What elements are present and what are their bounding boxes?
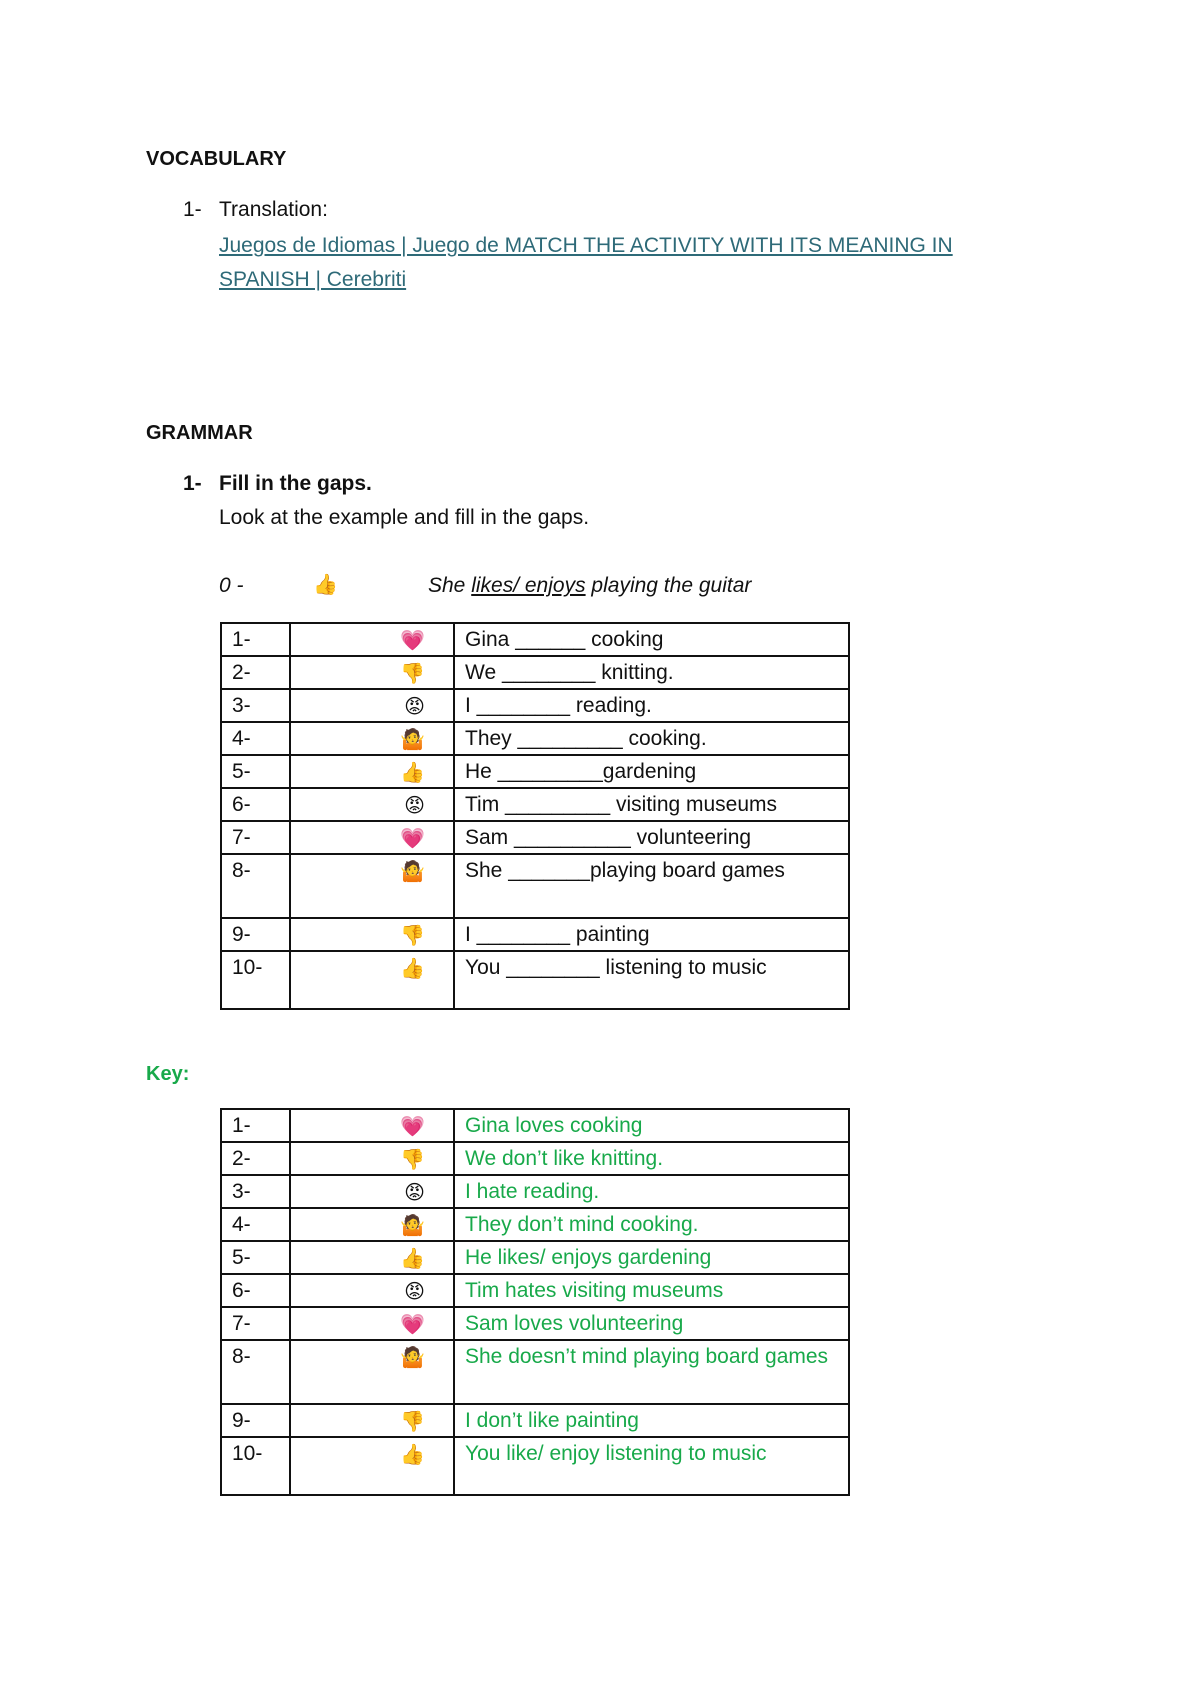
table-row <box>221 755 849 788</box>
row-number: 4- <box>221 722 290 755</box>
row-number: 9- <box>221 1404 290 1437</box>
grammar-item-number: 1- <box>183 472 202 495</box>
thumbs-up-icon: 👍 <box>290 951 454 1009</box>
angry-face-icon: 😡 <box>290 689 454 722</box>
table-row <box>221 623 849 656</box>
table-row <box>221 1175 849 1208</box>
sentence-cell: I ________ reading. <box>454 689 849 722</box>
sentence-cell: We ________ knitting. <box>454 656 849 689</box>
row-number: 10- <box>221 951 290 1009</box>
sentence-cell: Sam __________ volunteering <box>454 821 849 854</box>
table-row <box>221 722 849 755</box>
table-row <box>221 1274 849 1307</box>
angry-face-icon: 😡 <box>290 788 454 821</box>
sentence-cell: You like/ enjoy listening to music <box>454 1437 849 1495</box>
row-number: 7- <box>221 821 290 854</box>
answer-key-table <box>220 1108 850 1496</box>
grammar-heading: GRAMMAR <box>146 422 253 444</box>
link-line-2: SPANISH | Cerebriti <box>219 268 407 291</box>
thumbs-down-icon: 👎 <box>290 918 454 951</box>
grammar-item-title: Fill in the gaps. <box>219 472 372 495</box>
sentence-cell: Tim _________ visiting museums <box>454 788 849 821</box>
sentence-cell: Tim hates visiting museums <box>454 1274 849 1307</box>
sentence-cell: I ________ painting <box>454 918 849 951</box>
vocabulary-heading: VOCABULARY <box>146 148 287 170</box>
vocabulary-item-label: Translation: <box>219 198 328 221</box>
table-row <box>221 656 849 689</box>
thumbs-down-icon: 👎 <box>290 1142 454 1175</box>
table-row <box>221 821 849 854</box>
row-number: 1- <box>221 1109 290 1142</box>
table-row <box>221 1340 849 1404</box>
sentence-cell: They _________ cooking. <box>454 722 849 755</box>
row-number: 5- <box>221 1241 290 1274</box>
thumbs-up-icon: 👍 <box>290 1241 454 1274</box>
sentence-cell: Gina ______ cooking <box>454 623 849 656</box>
sentence-cell: I hate reading. <box>454 1175 849 1208</box>
thumbs-down-icon: 👎 <box>290 1404 454 1437</box>
thumbs-up-icon: 👍 <box>290 1437 454 1495</box>
table-row <box>221 689 849 722</box>
sentence-cell: She doesn’t mind playing board games <box>454 1340 849 1404</box>
row-number: 1- <box>221 623 290 656</box>
row-number: 5- <box>221 755 290 788</box>
sentence-cell: We don’t like knitting. <box>454 1142 849 1175</box>
example-answer: likes/ enjoys <box>471 574 586 597</box>
angry-face-icon: 😡 <box>290 1274 454 1307</box>
row-number: 9- <box>221 918 290 951</box>
table-row <box>221 1208 849 1241</box>
shrug-icon: 🤷 <box>290 722 454 755</box>
table-row <box>221 1437 849 1495</box>
sentence-cell: You ________ listening to music <box>454 951 849 1009</box>
table-row <box>221 1109 849 1142</box>
link-line-1: Juegos de Idiomas | Juego de MATCH THE ACTIVITY WITH ITS MEANING IN <box>219 234 953 257</box>
translation-game-link[interactable] <box>219 229 1019 297</box>
key-heading: Key: <box>146 1063 190 1085</box>
sentence-cell: He likes/ enjoys gardening <box>454 1241 849 1274</box>
heart-icon: 💗 <box>290 1307 454 1340</box>
exercise-table <box>220 622 850 1010</box>
table-row <box>221 1307 849 1340</box>
angry-face-icon: 😡 <box>290 1175 454 1208</box>
example-text-after: playing the guitar <box>585 574 752 597</box>
table-row <box>221 918 849 951</box>
thumbs-up-icon: 👍 <box>313 572 338 596</box>
table-row <box>221 854 849 918</box>
row-number: 6- <box>221 1274 290 1307</box>
row-number: 10- <box>221 1437 290 1495</box>
example-text-before: She <box>428 574 472 597</box>
example-sentence <box>428 574 751 598</box>
table-row <box>221 1142 849 1175</box>
heart-icon: 💗 <box>290 821 454 854</box>
sentence-cell: Sam loves volunteering <box>454 1307 849 1340</box>
thumbs-up-icon: 👍 <box>290 755 454 788</box>
shrug-icon: 🤷 <box>290 854 454 918</box>
example-number: 0 - <box>219 574 244 597</box>
heart-icon: 💗 <box>290 623 454 656</box>
sentence-cell: She _______playing board games <box>454 854 849 918</box>
sentence-cell: I don’t like painting <box>454 1404 849 1437</box>
sentence-cell: They don’t mind cooking. <box>454 1208 849 1241</box>
shrug-icon: 🤷 <box>290 1208 454 1241</box>
heart-icon: 💗 <box>290 1109 454 1142</box>
table-row <box>221 1241 849 1274</box>
row-number: 6- <box>221 788 290 821</box>
row-number: 3- <box>221 689 290 722</box>
vocabulary-item-number: 1- <box>183 198 202 221</box>
row-number: 8- <box>221 1340 290 1404</box>
row-number: 7- <box>221 1307 290 1340</box>
sentence-cell: He _________gardening <box>454 755 849 788</box>
sentence-cell: Gina loves cooking <box>454 1109 849 1142</box>
shrug-icon: 🤷 <box>290 1340 454 1404</box>
row-number: 8- <box>221 854 290 918</box>
row-number: 4- <box>221 1208 290 1241</box>
thumbs-down-icon: 👎 <box>290 656 454 689</box>
row-number: 3- <box>221 1175 290 1208</box>
table-row <box>221 1404 849 1437</box>
table-row <box>221 951 849 1009</box>
table-row <box>221 788 849 821</box>
row-number: 2- <box>221 656 290 689</box>
grammar-instructions: Look at the example and fill in the gaps. <box>219 506 590 529</box>
row-number: 2- <box>221 1142 290 1175</box>
